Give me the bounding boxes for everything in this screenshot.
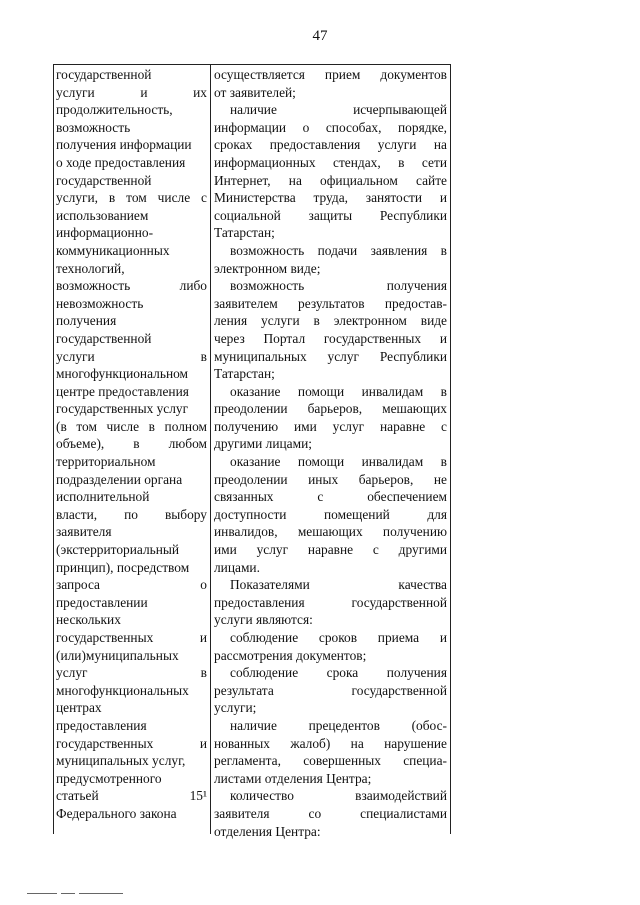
text-line: возможность либо	[56, 278, 207, 294]
text-line: ими услуг наравне с другими	[214, 542, 447, 558]
text-line: нованных жалоб) на нарушение	[214, 735, 447, 751]
text-line: через Портал государственных и	[214, 330, 447, 346]
text-line: услуги в	[56, 348, 207, 364]
text-line: многофункциональных	[56, 682, 189, 698]
text-line: государственных услуг	[56, 401, 189, 417]
text-line: количество взаимодействий	[230, 788, 447, 804]
text-line: предоставлении	[56, 594, 148, 610]
text-line: Показателями качества	[230, 577, 447, 593]
text-line: возможность получения	[230, 278, 447, 294]
text-line: осуществляется прием документов	[214, 67, 447, 82]
text-line: получению ими услуг наравне с	[214, 418, 447, 434]
text-line: получения	[56, 313, 117, 329]
text-line: оказание помощи инвалидам в	[230, 454, 447, 470]
text-line: запроса о	[56, 577, 207, 593]
text-line: территориальном	[56, 454, 156, 470]
text-line: государственной	[56, 67, 152, 82]
text-line: информационных стендах, в сети	[214, 154, 447, 170]
text-line: соблюдение срока получения	[230, 665, 447, 681]
text-line: Министерства труда, занятости и	[214, 190, 447, 206]
text-line: (или)муниципальных	[56, 647, 179, 663]
text-line: информационно-	[56, 225, 154, 241]
text-line: от заявителей;	[214, 84, 296, 100]
text-line: услуги, в том числе с	[56, 190, 207, 206]
table-cell-indicator-name	[56, 66, 207, 823]
text-line: информации о способах, порядке,	[214, 119, 447, 135]
text-line: доступности помещений для	[214, 506, 447, 522]
text-line: нескольких	[56, 612, 121, 628]
text-line: возможность подачи заявления в	[230, 242, 447, 258]
text-line: услуги и их	[56, 84, 207, 100]
text-line: невозможность	[56, 295, 144, 311]
text-line: исполнительной	[56, 489, 150, 505]
text-line: отделения Центра:	[214, 823, 321, 839]
text-line: ления услуги в электронном виде	[214, 313, 447, 329]
text-line: предоставления государственной	[214, 594, 447, 610]
text-line: продолжительность,	[56, 102, 173, 118]
text-line: регламента, совершенных специа-	[214, 753, 447, 769]
text-line: технологий,	[56, 260, 125, 276]
text-line: наличие прецедентов (обос-	[230, 717, 447, 733]
text-line: принцип), посредством	[56, 559, 190, 575]
text-line: муниципальных услуг,	[56, 753, 186, 769]
text-line: Федерального закона	[56, 805, 177, 821]
text-line: муниципальных услуг Республики	[214, 348, 447, 364]
text-line: центре предоставления	[56, 383, 189, 399]
text-line: рассмотрения документов;	[214, 647, 367, 663]
text-line: заявителя со специалистами	[214, 805, 447, 821]
table-column-divider	[210, 64, 211, 834]
text-line: заявителем результатов предостав-	[214, 295, 447, 311]
text-line: (экстерриториальный	[56, 542, 180, 558]
text-line: (в том числе в полном	[56, 418, 207, 434]
text-line: объеме), в любом	[56, 436, 207, 452]
table-border-left	[53, 64, 54, 834]
text-line: услуги являются:	[214, 612, 313, 628]
text-line: Татарстан;	[214, 225, 275, 241]
text-line: другими лицами;	[214, 436, 312, 452]
page-number: 47	[312, 28, 328, 44]
text-line: Татарстан;	[214, 366, 275, 382]
text-line: предусмотренного	[56, 770, 162, 786]
text-line: результата государственной	[214, 682, 447, 698]
text-line: государственных и	[56, 735, 207, 751]
table-border-right	[450, 64, 451, 834]
text-line: коммуникационных	[56, 242, 170, 258]
text-line: сроках предоставления услуги на	[214, 137, 447, 153]
text-line: о ходе предоставления	[56, 154, 186, 170]
text-line: государственной	[56, 330, 152, 346]
text-line: преодолении иных барьеров, не	[214, 471, 447, 487]
text-line: статьей 15¹	[56, 788, 207, 804]
text-line: возможность	[56, 119, 131, 135]
text-line: электронном виде;	[214, 260, 321, 276]
text-line: предоставления	[56, 717, 147, 733]
text-line: Интернет, на официальном сайте	[214, 172, 447, 188]
text-line: услуги;	[214, 700, 257, 716]
text-line: социальной защиты Республики	[214, 207, 447, 223]
text-line: лицами.	[214, 559, 260, 575]
text-line: подразделении органа	[56, 471, 183, 487]
text-line: инвалидов, мешающих получению	[214, 524, 447, 540]
text-line: центрах	[56, 700, 102, 716]
text-line: государственной	[56, 172, 152, 188]
text-line: оказание помощи инвалидам в	[230, 383, 447, 399]
text-line: заявителя	[56, 524, 112, 540]
text-line: соблюдение сроков приема и	[230, 630, 447, 645]
text-line: получения информации	[56, 137, 192, 153]
text-line: связанных с обеспечением	[214, 489, 447, 505]
text-line: наличие исчерпывающей	[230, 102, 447, 118]
text-line: власти, по выбору	[56, 506, 207, 522]
text-line: многофункциональном	[56, 366, 189, 382]
footer-scan-mark	[27, 893, 127, 897]
text-line: государственных и	[56, 630, 207, 645]
text-line: услуг в	[56, 665, 207, 681]
text-line: преодолении барьеров, мешающих	[214, 401, 447, 417]
text-line: листами отделения Центра;	[214, 770, 372, 786]
table-cell-indicator-description	[214, 66, 447, 840]
text-line: использованием	[56, 207, 149, 223]
